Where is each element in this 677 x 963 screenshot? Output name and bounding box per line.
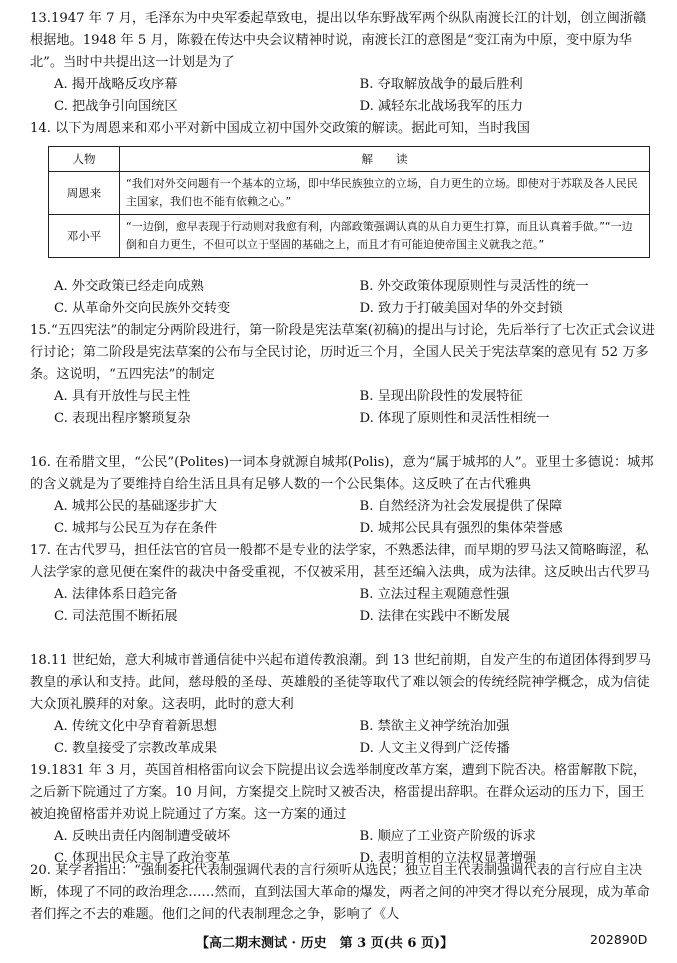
table-cell-name: 邓小平	[49, 215, 120, 258]
option-c: C. 从革命外交向民族外交转变	[54, 301, 231, 316]
table-cell-quote: “一边倒，愈早表现于行动则对我愈有利，内部政策强调认真的从自力更生打算，而且认真着手做。”“一边倒和自力更生，不但可以立于坚固的基础之上，而且才有可能迫使帝国主义就我之范。”	[120, 215, 650, 258]
question-13-stem: 13.1947 年 7 月，毛泽东为中央军委起草致电，提出以华东野战军两个纵队南渡长江的计划，创立闽浙赣根据地。1948 年 5 月，陈毅在传达中央会议精神时说，南渡长江的意图是“变江南为中原，变中原为华北”。当时中共提出这一计划是为了	[30, 11, 647, 70]
table-header-person: 人物	[49, 147, 120, 172]
question-14	[30, 118, 655, 140]
table-cell-name: 周恩来	[49, 172, 120, 215]
option-d: D. 体现了原则性和灵活性相统一	[359, 411, 550, 426]
question-19	[30, 760, 655, 870]
option-d: D. 致力于打破美国对华的外交封锁	[359, 301, 563, 316]
question-16	[30, 452, 655, 540]
option-a: A. 具有开放性与民主性	[54, 389, 191, 404]
question-17	[30, 540, 655, 628]
table-cell-quote: “我们对外交问题有一个基本的立场，即中华民族独立的立场，自力更生的立场。即使对于苏联及各人民民主国家，我们也不能有依赖之心。”	[120, 172, 650, 215]
question-20-stem: 20. 某学者指出：“强制委托代表制强调代表的言行须听从选民；独立自主代表制强调代表的言行应自主决断，体现了不同的政治理念……然而，直到法国大革命的爆发，两者之间的冲突才得以充分展现，成为革命者们挥之不去的难题。他们之间的代表制理念之争，影响了《人	[30, 863, 650, 922]
question-16-options	[30, 496, 655, 540]
question-13	[30, 8, 655, 118]
question-14-options-block	[30, 276, 655, 320]
footer-page-label: 【高二期末测试 · 历史 第 3 页(共 6 页)】	[196, 936, 454, 951]
question-15-options	[30, 386, 655, 430]
table-header-row	[49, 147, 650, 172]
question-13-options	[30, 74, 655, 118]
option-c: C. 体现出民众主导了政治变革	[54, 851, 231, 866]
option-a: A. 法律体系日趋完备	[54, 587, 178, 602]
question-16-stem: 16. 在希腊文里，“公民”(Polites)一词本身就源自城邦(Polis)，意为“属于城邦的人”。亚里士多德说：城邦的含义就是为了要维持自给生活且具有足够人数的一个公民集体。这反映了在古代雅典	[30, 455, 654, 492]
option-d: D. 人文主义得到广泛传播	[359, 741, 510, 756]
question-19-stem: 19.1831 年 3 月，英国首相格雷向议会下院提出议会选举制度改革方案，遭到下院否决。格雷解散下院，之后新下院通过了方案。10 月间，方案提交上院时又被否决，格雷提出辞职。在群众运动的压力下，国王被迫挽留格雷并劝说上院通过了方案。这一方案的通过	[30, 763, 647, 822]
option-c: C. 把战争引向国统区	[54, 99, 178, 114]
option-d: D. 减轻东北战场我军的压力	[359, 99, 524, 114]
question-18-options	[30, 716, 655, 760]
question-17-stem: 17. 在古代罗马，担任法官的官员一般都不是专业的法学家，不熟悉法律，而早期的罗马法又简略晦涩，私人法学家的意见便在案件的裁决中备受重视，不仅被采用，甚至还编入法典，成为法律。这反映出古代罗马	[30, 543, 650, 580]
question-14-options	[30, 276, 655, 320]
option-a: A. 传统文化中孕育着新思想	[54, 719, 217, 734]
question-14-table	[48, 146, 650, 258]
option-b: B. 禁欲主义神学统治加强	[359, 719, 510, 734]
question-18	[30, 650, 655, 760]
table-row	[49, 215, 650, 258]
question-20	[30, 860, 655, 926]
option-c: C. 城邦与公民互为存在条件	[54, 521, 218, 536]
question-14-stem: 14. 以下为周恩来和邓小平对新中国成立初中国外交政策的解读。据此可知，当时我国	[30, 121, 530, 136]
option-b: B. 立法过程主观随意性强	[359, 587, 510, 602]
option-c: C. 司法范围不断拓展	[54, 609, 178, 624]
option-a: A. 揭开战略反攻序幕	[54, 77, 178, 92]
option-b: B. 自然经济为社会发展提供了保障	[359, 499, 563, 514]
table-header-interpretation: 解 读	[120, 147, 650, 172]
option-d: D. 城邦公民具有强烈的集体荣誉感	[359, 521, 563, 536]
option-b: B. 呈现出阶段性的发展特征	[359, 389, 523, 404]
option-b: B. 夺取解放战争的最后胜利	[359, 77, 523, 92]
option-a: A. 城邦公民的基础逐步扩大	[54, 499, 217, 514]
table-row	[49, 172, 650, 215]
option-a: A. 外交政策已经走向成熟	[54, 279, 204, 294]
option-b: B. 外交政策体现原则性与灵活性的统一	[359, 279, 589, 294]
option-b: B. 顺应了工业资产阶级的诉求	[359, 829, 536, 844]
question-15	[30, 320, 655, 430]
option-c: C. 表现出程序繁琐复杂	[54, 411, 191, 426]
option-a: A. 反映出责任内阁制遭受破坏	[54, 829, 231, 844]
option-d: D. 法律在实践中不断发展	[359, 609, 510, 624]
footer-exam-code: 202890D	[590, 932, 648, 947]
question-17-options	[30, 584, 655, 628]
question-18-stem: 18.11 世纪始，意大利城市普通信徒中兴起布道传教浪潮。到 13 世纪前期，自发产生的布道团体得到罗马教皇的承认和支持。此间，慈母般的圣母、英雄般的圣徒等取代了难以领会的传统经院神学概念，成为信徒大众顶礼膜拜的对象。这表明，此时的意大利	[30, 653, 651, 712]
option-d: D. 表明首相的立法权显著增强	[359, 851, 537, 866]
question-15-stem: 15.“五四宪法”的制定分两阶段进行，第一阶段是宪法草案(初稿)的提出与讨论，先后举行了七次正式会议进行讨论；第二阶段是宪法草案的公布与全民讨论，历时近三个月，全国人民关于宪法草案的意见有 52 万多条。这说明，“五四宪法”的制定	[30, 323, 655, 382]
option-c: C. 教皇接受了宗教改革成果	[54, 741, 218, 756]
